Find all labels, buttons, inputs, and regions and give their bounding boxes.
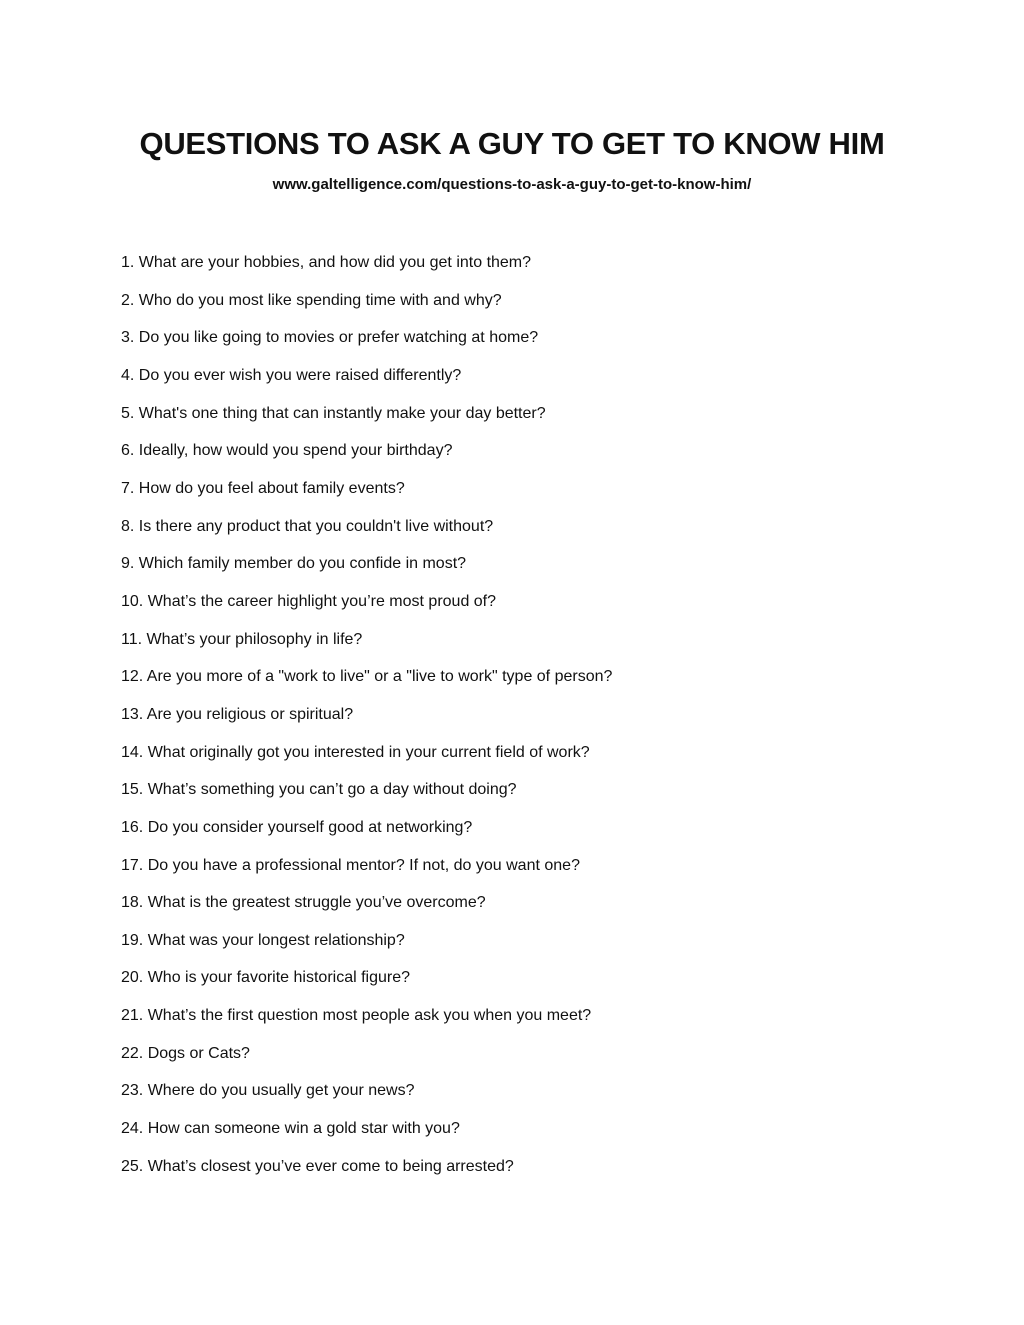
question-item: 20. Who is your favorite historical figure? — [121, 969, 411, 987]
question-item: 6. Ideally, how would you spend your birthday? — [121, 442, 453, 460]
question-item: 14. What originally got you interested in your current field of work? — [121, 743, 590, 761]
question-item: 17. Do you have a professional mentor? If not, do you want one? — [121, 856, 580, 874]
question-item: 13. Are you religious or spiritual? — [121, 705, 354, 723]
question-item: 15. What’s something you can’t go a day without doing? — [121, 781, 517, 799]
question-item: 16. Do you consider yourself good at networking? — [121, 818, 473, 836]
question-item: 3. Do you like going to movies or prefer watching at home? — [121, 329, 539, 347]
question-item: 7. How do you feel about family events? — [121, 479, 405, 497]
question-item: 4. Do you ever wish you were raised differently? — [121, 366, 462, 384]
question-item: 25. What’s closest you’ve ever come to being arrested? — [121, 1157, 514, 1175]
question-item: 8. Is there any product that you couldn't live without? — [121, 517, 494, 535]
question-item: 23. Where do you usually get your news? — [121, 1082, 415, 1100]
question-item: 21. What’s the first question most people ask you when you meet? — [121, 1007, 592, 1025]
question-item: 5. What's one thing that can instantly make your day better? — [121, 404, 546, 422]
question-item: 10. What’s the career highlight you’re most proud of? — [121, 592, 497, 610]
question-list — [121, 244, 941, 1185]
question-item: 19. What was your longest relationship? — [121, 931, 405, 949]
question-item: 24. How can someone win a gold star with you? — [121, 1120, 460, 1138]
question-item: 12. Are you more of a "work to live" or a "live to work" type of person? — [121, 668, 613, 686]
question-item: 2. Who do you most like spending time with and why? — [121, 291, 502, 309]
question-item: 22. Dogs or Cats? — [121, 1044, 250, 1062]
question-item: 9. Which family member do you confide in most? — [121, 555, 467, 573]
question-item: 1. What are your hobbies, and how did you get into them? — [121, 254, 532, 271]
question-item: 18. What is the greatest struggle you’ve overcome? — [121, 894, 486, 912]
page-title: QUESTIONS TO ASK A GUY TO GET TO KNOW HIM — [139, 126, 885, 161]
source-url: www.galtelligence.com/questions-to-ask-a-guy-to-get-to-know-him/ — [272, 176, 752, 193]
question-item: 11. What’s your philosophy in life? — [121, 630, 363, 648]
